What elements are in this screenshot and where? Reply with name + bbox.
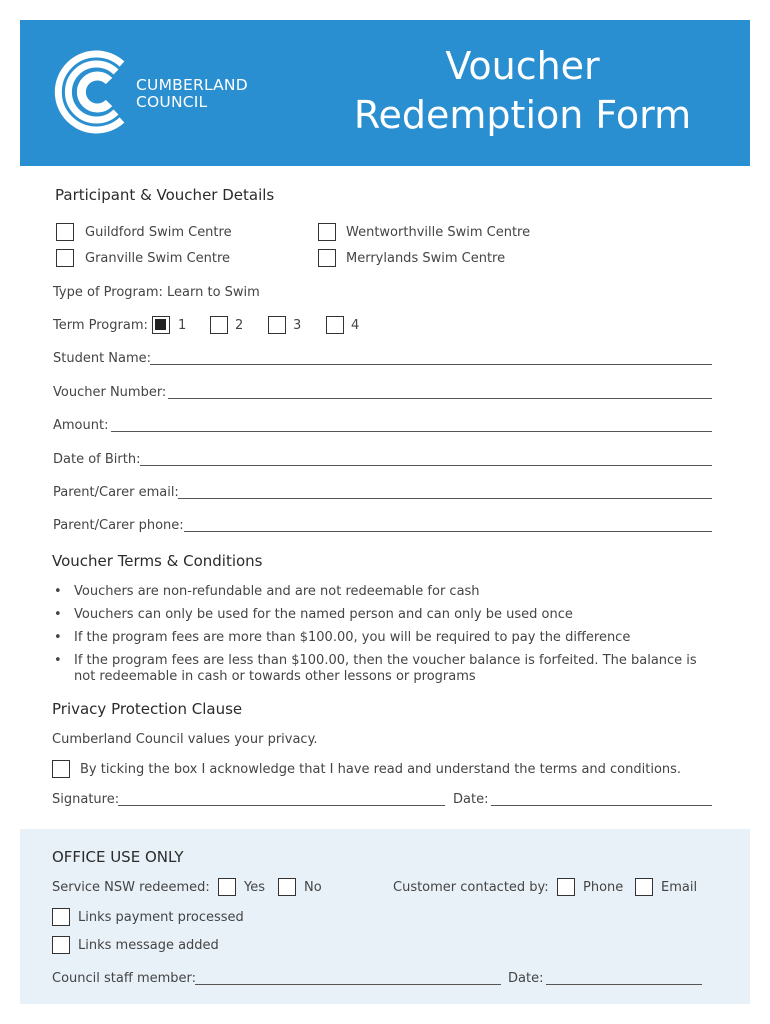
program-type: Type of Program: Learn to Swim <box>53 285 260 300</box>
links-message-label: Links message added <box>78 938 219 953</box>
signature-label: Signature: <box>52 792 120 807</box>
amount-label: Amount: <box>53 418 109 433</box>
bullet-icon: • <box>54 607 62 622</box>
title-line-2: Redemption Form <box>353 93 692 137</box>
student-name-field[interactable] <box>150 364 712 365</box>
office-date-label: Date: <box>508 971 544 986</box>
participant-heading: Participant & Voucher Details <box>55 186 275 204</box>
term-4-label: 4 <box>351 318 360 333</box>
parent-phone-label: Parent/Carer phone: <box>53 518 184 533</box>
term-item-1: Vouchers are non-refundable and are not redeemable for cash <box>74 584 480 599</box>
staff-member-field[interactable] <box>195 984 501 985</box>
checkbox-merrylands[interactable] <box>318 249 336 267</box>
checkbox-term-3[interactable] <box>268 316 286 334</box>
parent-email-label: Parent/Carer email: <box>53 485 179 500</box>
bullet-icon: • <box>54 653 62 668</box>
checkbox-wentworthville[interactable] <box>318 223 336 241</box>
checkbox-links-payment[interactable] <box>52 908 70 926</box>
checkbox-links-message[interactable] <box>52 936 70 954</box>
logo-line-2: COUNCIL <box>136 93 208 111</box>
no-label: No <box>304 880 322 895</box>
voucher-number-label: Voucher Number: <box>53 385 167 400</box>
voucher-number-field[interactable] <box>168 398 712 399</box>
term-3-label: 3 <box>293 318 302 333</box>
yes-label: Yes <box>244 880 265 895</box>
page-title <box>320 42 725 140</box>
staff-member-label: Council staff member: <box>52 971 197 986</box>
dob-field[interactable] <box>140 465 712 466</box>
bullet-icon: • <box>54 584 62 599</box>
checkbox-guildford[interactable] <box>56 223 74 241</box>
checkbox-granville[interactable] <box>56 249 74 267</box>
email-label: Email <box>661 880 698 895</box>
label-wentworthville: Wentworthville Swim Centre <box>346 225 531 240</box>
privacy-statement: Cumberland Council values your privacy. <box>52 732 318 747</box>
checkbox-term-2[interactable] <box>210 316 228 334</box>
checkbox-no[interactable] <box>278 878 296 896</box>
checkbox-yes[interactable] <box>218 878 236 896</box>
label-granville: Granville Swim Centre <box>85 251 231 266</box>
amount-field[interactable] <box>111 431 712 432</box>
checkbox-phone[interactable] <box>557 878 575 896</box>
privacy-heading: Privacy Protection Clause <box>52 700 243 718</box>
cumberland-logo-icon <box>52 50 134 134</box>
parent-email-field[interactable] <box>178 498 712 499</box>
acknowledge-label: By ticking the box I acknowledge that I have read and understand the terms and conditions. <box>80 762 682 777</box>
term-2-label: 2 <box>235 318 244 333</box>
term-label: Term Program: <box>53 318 148 333</box>
logo-wordmark <box>136 77 248 111</box>
label-merrylands: Merrylands Swim Centre <box>346 251 506 266</box>
checkbox-term-4[interactable] <box>326 316 344 334</box>
checkbox-term-1[interactable] <box>152 316 170 334</box>
student-name-label: Student Name: <box>53 351 152 366</box>
phone-label: Phone <box>583 880 624 895</box>
checkbox-acknowledge[interactable] <box>52 760 70 778</box>
header-banner <box>20 20 750 166</box>
privacy-date-label: Date: <box>453 792 489 807</box>
signature-field[interactable] <box>118 805 445 806</box>
label-guildford: Guildford Swim Centre <box>85 225 232 240</box>
term-item-4: If the program fees are less than $100.00, then the voucher balance is forfeited. The balance is not redeemable in cash or towards other lessons or programs <box>74 653 697 684</box>
dob-label: Date of Birth: <box>53 452 141 467</box>
parent-phone-field[interactable] <box>184 531 712 532</box>
office-heading: OFFICE USE ONLY <box>52 848 184 866</box>
logo-line-1: CUMBERLAND <box>136 76 248 94</box>
contacted-label: Customer contacted by: <box>393 880 549 895</box>
links-payment-label: Links payment processed <box>78 910 244 925</box>
terms-heading: Voucher Terms & Conditions <box>52 552 263 570</box>
office-date-field[interactable] <box>546 984 702 985</box>
title-line-1: Voucher <box>445 44 600 88</box>
checkbox-email[interactable] <box>635 878 653 896</box>
bullet-icon: • <box>54 630 62 645</box>
service-nsw-label: Service NSW redeemed: <box>52 880 210 895</box>
privacy-date-field[interactable] <box>491 805 712 806</box>
term-item-3: If the program fees are more than $100.00, you will be required to pay the difference <box>74 630 631 645</box>
term-1-label: 1 <box>178 318 187 333</box>
term-item-2: Vouchers can only be used for the named person and can only be used once <box>74 607 573 622</box>
